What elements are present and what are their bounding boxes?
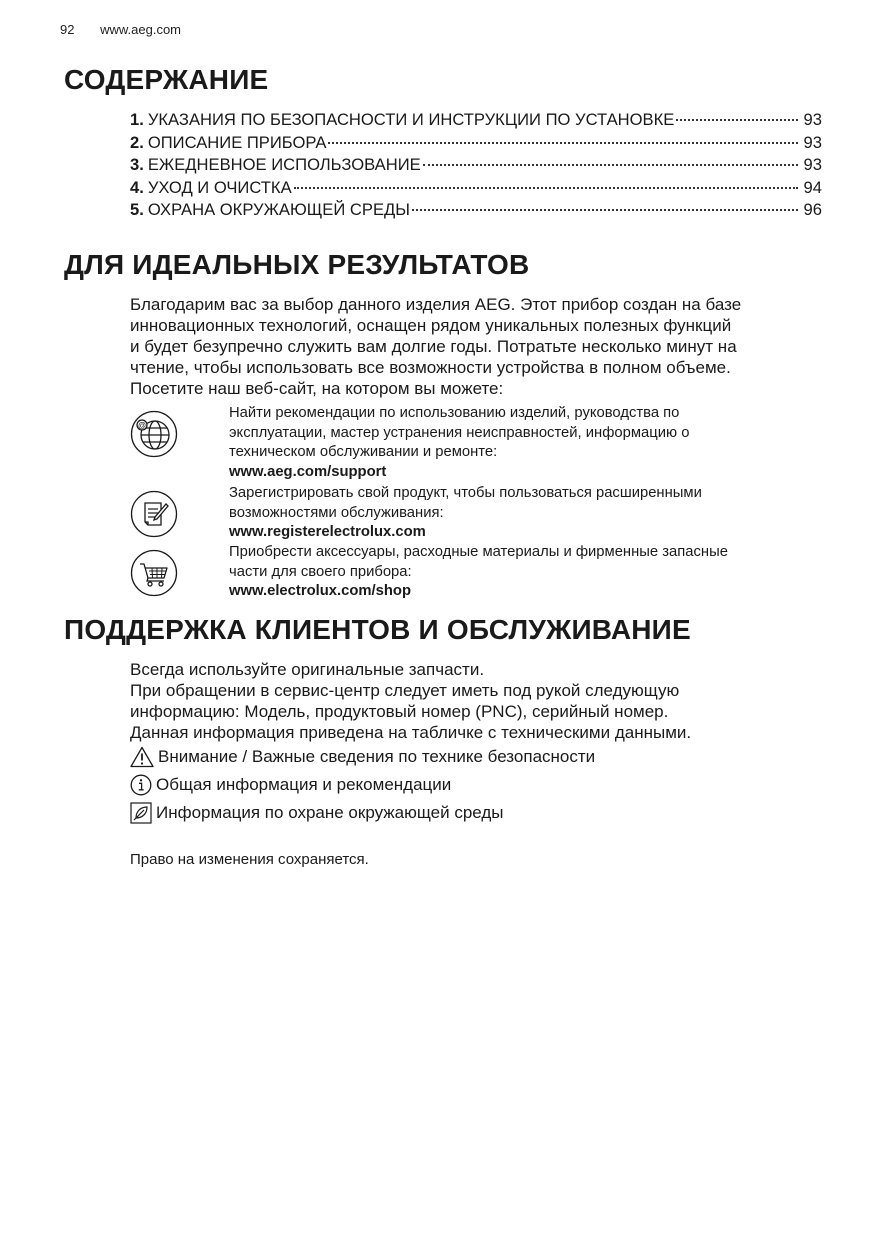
notice-text: Внимание / Важные сведения по технике безопасности [158,747,596,766]
toc-item-page: 96 [803,200,822,219]
contents-title: СОДЕРЖАНИЕ [64,64,269,95]
toc-item[interactable] [130,178,822,201]
paragraph-line: Данная информация приведена на табличке с техническими данными. [130,723,692,742]
feature-line: части для своего прибора: [229,563,412,580]
toc-item[interactable] [130,133,822,156]
toc-item-label: ЕЖЕДНЕВНОЕ ИСПОЛЬЗОВАНИЕ [147,155,421,174]
intro-paragraph [130,294,820,399]
feature-support [130,404,820,480]
toc-leader-dots [423,164,798,166]
toc-item-label: УКАЗАНИЯ ПО БЕЗОПАСНОСТИ И ИНСТРУКЦИИ ПО УСТАНОВКЕ [147,110,675,129]
support-link[interactable]: www.aeg.com/support [229,463,387,480]
paragraph-line: и будет безупречно служить вам долгие годы. Потратьте несколько минут на [130,337,737,356]
feature-line: возможностями обслуживания: [229,504,444,521]
paragraph-line: Всегда используйте оригинальные запчасти. [130,660,485,679]
paragraph-line: При обращении в сервис-центр следует иметь под рукой следующую [130,681,680,700]
feature-line: эксплуатации, мастер устранения неисправностей, информацию о [229,424,690,441]
feature-line: техническом обслуживании и ремонте: [229,444,498,460]
paragraph-line: информацию: Модель, продуктовый номер (PNC), серийный номер. [130,702,669,721]
paragraph-line: Благодарим вас за выбор данного изделия AEG. Этот прибор создан на базе [130,295,742,314]
toc-item-number: 2. [130,132,144,152]
toc-item[interactable] [130,155,822,178]
feature-line: Найти рекомендации по использованию изделий, руководства по [229,405,680,421]
notice-warning [130,746,595,768]
feature-shop [130,543,820,603]
toc-item-number: 5. [130,200,144,219]
shopping-cart-icon [130,549,178,597]
toc-leader-dots [676,119,798,121]
rights-note: Право на изменения сохраняется. [130,851,369,868]
toc-item-number: 4. [130,177,144,197]
results-title: ДЛЯ ИДЕАЛЬНЫХ РЕЗУЛЬТАТОВ [64,249,530,280]
support-title: ПОДДЕРЖКА КЛИЕНТОВ И ОБСЛУЖИВАНИЕ [64,614,691,645]
toc-item-number: 3. [130,155,144,174]
toc-leader-dots [328,142,798,144]
paragraph-line: чтение, чтобы использовать все возможности устройства в полном объеме. [130,358,731,377]
feature-text [229,404,809,482]
toc-item-number: 1. [130,110,144,129]
table-of-contents [130,110,822,223]
warning-triangle-icon [130,746,154,768]
notice-text: Информация по охране окружающей среды [156,803,504,822]
toc-item-page: 93 [803,110,822,129]
feature-text [229,484,809,543]
toc-item-label: ОПИСАНИЕ ПРИБОРА [147,132,327,152]
paragraph-line: Посетите наш веб-сайт, на котором вы можете: [130,379,504,398]
shop-link[interactable]: www.electrolux.com/shop [229,583,411,599]
notice-environment [130,802,504,824]
toc-item-label: УХОД И ОЧИСТКА [147,177,292,197]
page-number: 92 [60,22,75,37]
info-circle-icon [130,774,152,796]
feature-text [229,543,809,602]
globe-web-icon [130,410,178,458]
paragraph-line: инновационных технологий, оснащен рядом уникальных полезных функций [130,316,732,335]
toc-item-page: 94 [803,177,822,197]
environment-leaf-icon [130,802,152,824]
register-document-icon [130,490,178,538]
toc-leader-dots [294,187,798,189]
toc-leader-dots [412,209,798,211]
feature-line: Зарегистрировать свой продукт, чтобы пользоваться расширенными [229,485,702,501]
svg-text:@: @ [138,421,146,431]
notice-text: Общая информация и рекомендации [156,775,452,794]
feature-line: Приобрести аксессуары, расходные материалы и фирменные запасные [229,544,728,560]
toc-item-page: 93 [803,155,822,174]
toc-item-page: 93 [803,132,822,152]
toc-item-label: ОХРАНА ОКРУЖАЮЩЕЙ СРЕДЫ [147,200,410,219]
page-header [60,22,181,37]
register-link[interactable]: www.registerelectrolux.com [229,524,426,540]
feature-register [130,484,820,544]
website-link[interactable]: www.aeg.com [100,22,182,37]
toc-item[interactable] [130,200,822,223]
toc-item[interactable] [130,110,822,133]
support-paragraph [130,659,820,743]
notice-info [130,774,451,796]
